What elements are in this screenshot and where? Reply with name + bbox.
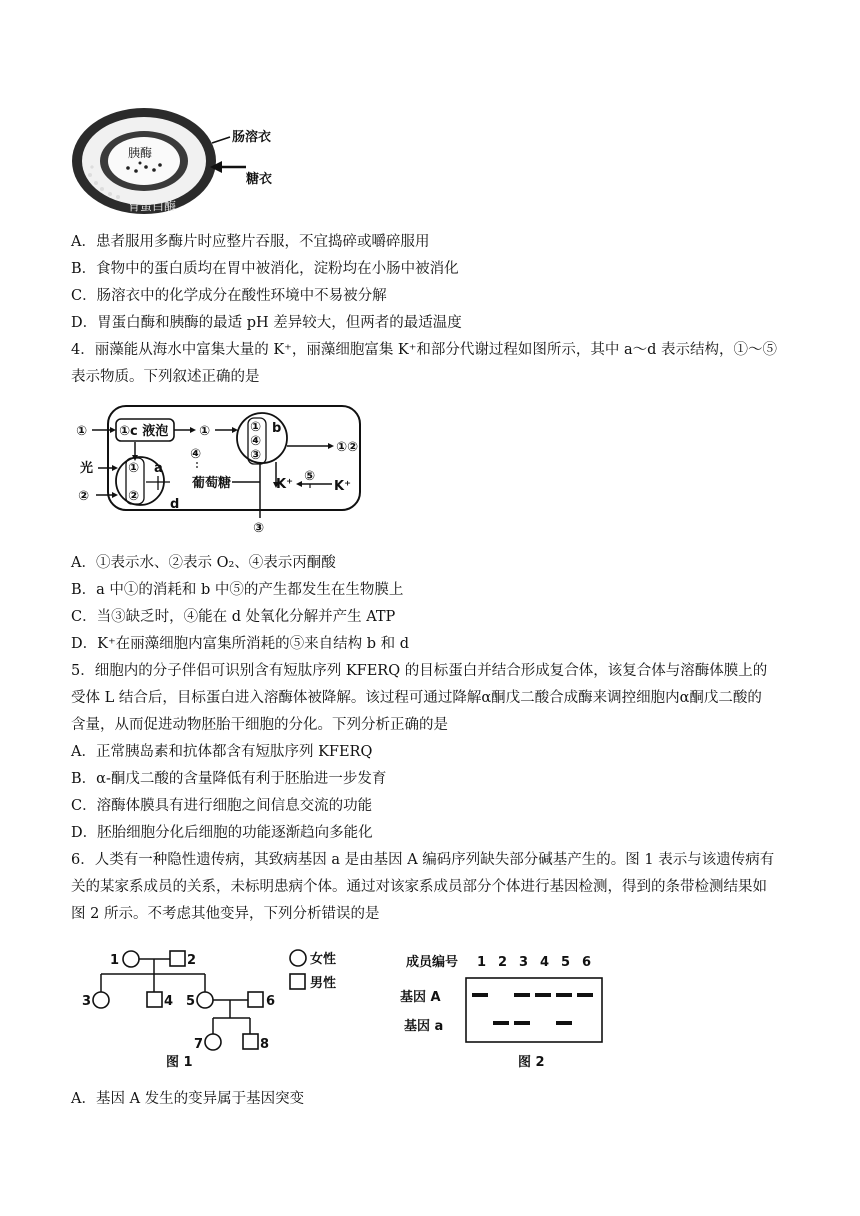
- k-outside-label: K⁺: [334, 479, 351, 494]
- q3-option-c: C．肠溶衣中的化学成分在酸性环境中不易被分解: [71, 288, 387, 304]
- gel-lane-label: 1: [477, 955, 487, 970]
- output-1-label: ①: [199, 424, 211, 439]
- q3-option-b: B．食物中的蛋白质均在胃中被消化，淀粉均在小肠中被消化: [71, 261, 459, 277]
- b-c3: ③: [250, 448, 262, 463]
- q6-option-a: A．基因 A 发生的变异属于基因突变: [71, 1091, 305, 1107]
- enteric-coat-label: 肠溶衣: [232, 130, 272, 145]
- glucose-label: 葡萄糖: [192, 476, 232, 491]
- legend-female: 女性: [310, 952, 337, 967]
- ped-id-6: 6: [266, 994, 276, 1009]
- gel-lane-label: 2: [498, 955, 508, 970]
- q5-option-d: D．胚胎细胞分化后细胞的功能逐渐趋向多能化: [71, 825, 373, 841]
- ped-id-8: 8: [260, 1037, 270, 1052]
- gel-band-A: [556, 993, 572, 997]
- q4-option-b: B．a 中①的消耗和 b 中⑤的产生都发生在生物膜上: [71, 582, 404, 598]
- cyto-4-label: ④: [190, 447, 202, 462]
- gel-band-A: [514, 993, 530, 997]
- gel-band-a: [514, 1021, 530, 1025]
- q5-stem-line3: 含量，从而促进动物胚胎干细胞的分化。下列分析正确的是: [71, 717, 448, 733]
- q4-option-c: C．当③缺乏时，④能在 d 处氧化分解并产生 ATP: [71, 609, 396, 625]
- b-c4: ④: [250, 434, 262, 449]
- gel-lane-label: 3: [519, 955, 529, 970]
- q5-option-a: A．正常胰岛素和抗体都含有短肽序列 KFERQ: [71, 744, 373, 760]
- input-2-label: ②: [78, 489, 90, 504]
- gel-lane-label: 6: [582, 955, 592, 970]
- input-3-label: ③: [253, 521, 265, 535]
- gel-band-A: [535, 993, 551, 997]
- k-inside-label: K⁺: [276, 477, 293, 492]
- gel-band-a: [556, 1021, 572, 1025]
- gel-band-a: [493, 1021, 509, 1025]
- a-c1: ①: [128, 461, 140, 476]
- ped-id-7: 7: [194, 1037, 204, 1052]
- q4-stem-line1: 4．丽藻能从海水中富集大量的 K⁺，丽藻细胞富集 K⁺和部分代谢过程如图所示，其中 a～d 表示结构，①～⑤: [71, 342, 778, 358]
- output-12-label: ①②: [336, 440, 359, 455]
- gel-lane-label: 4: [540, 955, 550, 970]
- capsule-core-label: 胰酶: [128, 146, 153, 160]
- vacuole-label: ①c 液泡: [119, 424, 169, 439]
- b-c1: ①: [250, 420, 262, 435]
- capsule-figure: [70, 103, 300, 221]
- structure-d-label: d: [170, 497, 180, 512]
- q6-stem-line3: 图 2 所示。不考虑其他变异，下列分析错误的是: [71, 906, 380, 922]
- q5-option-c: C．溶酶体膜具有进行细胞之间信息交流的功能: [71, 798, 373, 814]
- gel-lane-label: 5: [561, 955, 571, 970]
- pedigree-figure: [80, 940, 380, 1075]
- fig1-caption: 图 1: [166, 1055, 193, 1070]
- a-c2: ②: [128, 489, 140, 504]
- gel-row-a: 基因 a: [404, 1019, 444, 1034]
- q5-stem-line2: 受体 L 结合后，目标蛋白进入溶酶体被降解。该过程可通过降解α酮戊二酸合成酶来调控细胞内α酮戊二酸的: [71, 690, 762, 706]
- q6-stem-line2: 关的某家系成员的关系，未标明患病个体。通过对该家系成员部分个体进行基因检测，得到的条带检测结果如: [71, 879, 767, 895]
- ped-id-3: 3: [82, 994, 92, 1009]
- structure-b-label: b: [272, 421, 282, 436]
- atp-5-label: ⑤: [304, 469, 316, 484]
- structure-a-label: a: [154, 461, 163, 476]
- q6-stem-line1: 6．人类有一种隐性遗传病，其致病基因 a 是由基因 A 编码序列缺失部分碱基产生的。图 1 表示与该遗传病有: [71, 852, 775, 868]
- gel-band-A: [577, 993, 593, 997]
- input-1-label: ①: [76, 424, 88, 439]
- ped-id-4: 4: [164, 994, 174, 1009]
- q4-stem-line2: 表示物质。下列叙述正确的是: [71, 369, 260, 385]
- q4-option-d: D．K⁺在丽藻细胞内富集所消耗的⑤来自结构 b 和 d: [71, 636, 410, 652]
- light-label: 光: [80, 461, 94, 476]
- gel-figure: [400, 950, 610, 1075]
- gel-band-A: [472, 993, 488, 997]
- q5-option-b: B．α-酮戊二酸的含量降低有利于胚胎进一步发育: [71, 771, 387, 787]
- ped-id-1: 1: [110, 953, 120, 968]
- ped-id-5: 5: [186, 994, 196, 1009]
- legend-male: 男性: [310, 976, 337, 991]
- q3-option-d: D．胃蛋白酶和胰酶的最适 pH 差异较大，但两者的最适温度: [71, 315, 462, 331]
- gel-row-A: 基因 A: [400, 990, 441, 1005]
- q5-stem-line1: 5．细胞内的分子伴侣可识别含有短肽序列 KFERQ 的目标蛋白并结合形成复合体，该复合体与溶酶体膜上的: [71, 663, 768, 679]
- q3-option-a: A．患者服用多酶片时应整片吞服，不宜捣碎或嚼碎服用: [71, 234, 430, 250]
- capsule-bottom-label: 胃蛋白酶: [128, 199, 177, 213]
- q4-option-a: A．①表示水、②表示 O₂、④表示丙酮酸: [71, 555, 336, 571]
- sugar-coat-label: 糖衣: [246, 172, 273, 187]
- algae-cell-figure: [72, 400, 372, 535]
- gel-header: 成员编号: [406, 955, 459, 970]
- fig2-caption: 图 2: [518, 1055, 545, 1070]
- ped-id-2: 2: [187, 953, 197, 968]
